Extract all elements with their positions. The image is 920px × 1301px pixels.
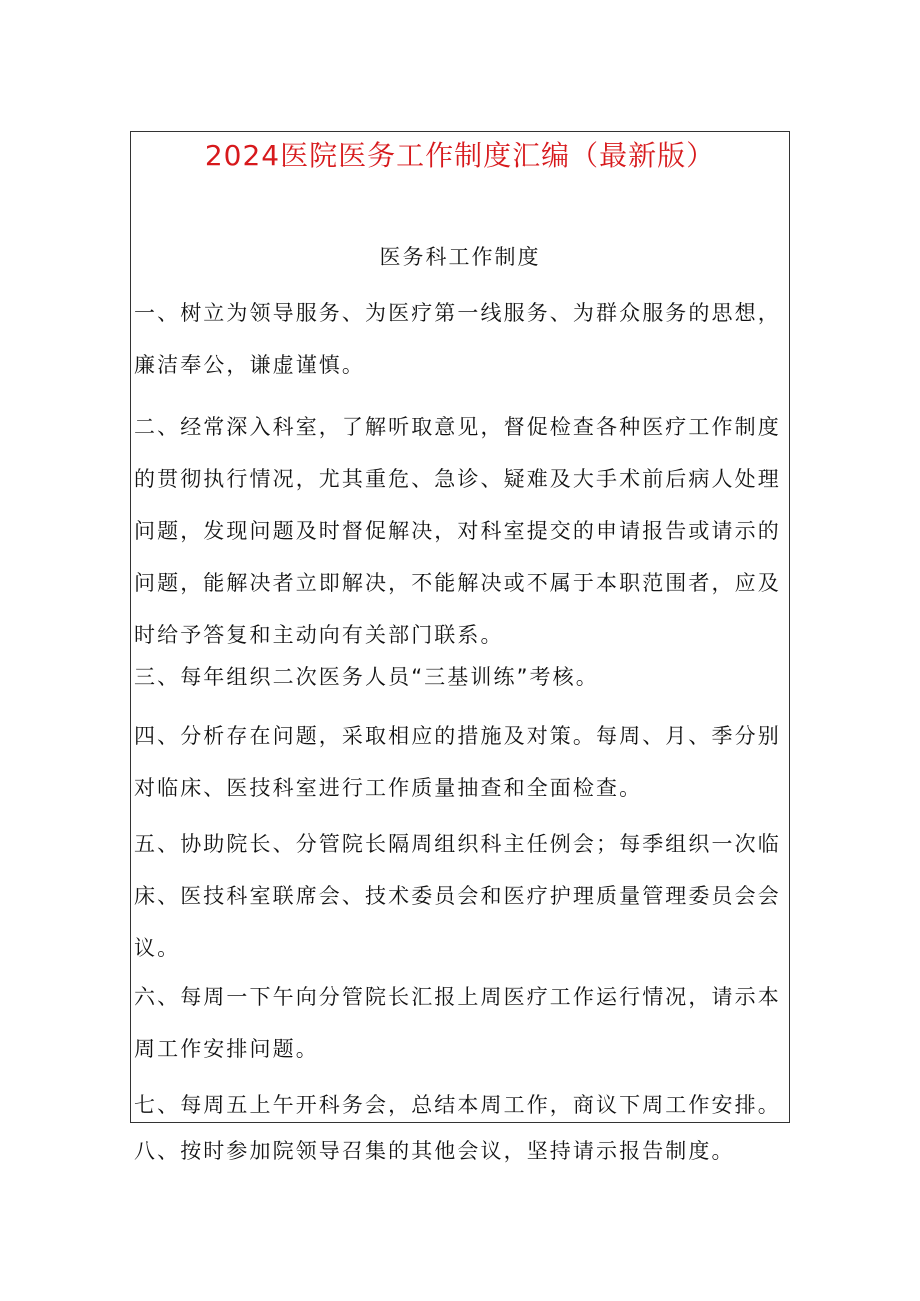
paragraph-7: 七、每周五上午开科务会，总结本周工作，商议下周工作安排。 — [134, 1093, 781, 1117]
paragraph-3: 三、每年组织二次医务人员“三基训练”考核。 — [134, 665, 599, 689]
paragraph-2: 二、经常深入科室，了解听取意见，督促检查各种医疗工作制度的贯彻执行情况，尤其重危、急诊、疑难及大手术前后病人处理问题，发现问题及时督促解决，对科室提交的申请报告或请示的问题，能解决者立即解决，不能解决或不属于本职范围者，应及时给予答复和主动向有关部门联系。 — [134, 415, 781, 647]
paragraph-6: 六、每周一下午向分管院长汇报上周医疗工作运行情况，请示本周工作安排问题。 — [134, 985, 781, 1061]
paragraph-5: 五、协助院长、分管院长隔周组织科主任例会；每季组织一次临床、医技科室联席会、技术委员会和医疗护理质量管理委员会会议。 — [134, 832, 781, 960]
document-title: 2024医院医务工作制度汇编（最新版） — [204, 139, 716, 172]
paragraph-1: 一、树立为领导服务、为医疗第一线服务、为群众服务的思想，廉洁奉公，谦虚谨慎。 — [134, 301, 781, 377]
paragraph-8: 八、按时参加院领导召集的其他会议，坚持请示报告制度。 — [134, 1139, 735, 1163]
paragraph-4: 四、分析存在问题，采取相应的措施及对策。每周、月、季分别对临床、医技科室进行工作质量抽查和全面检查。 — [134, 724, 781, 800]
section-title: 医务科工作制度 — [379, 245, 541, 269]
